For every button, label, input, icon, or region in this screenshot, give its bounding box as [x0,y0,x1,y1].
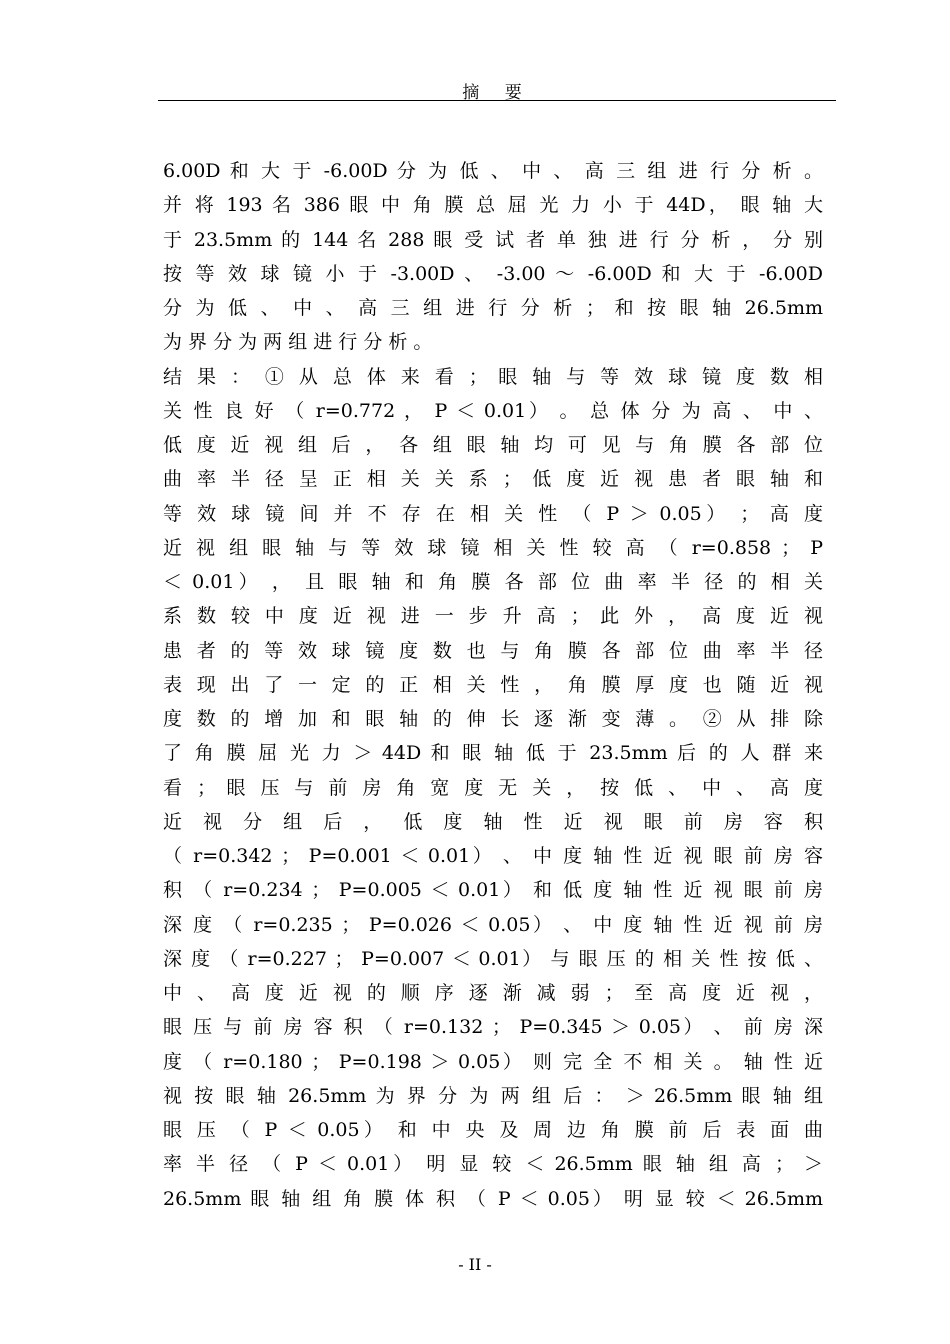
text-line: 看 ； 眼 压 与 前 房 角 宽 度 无 关 ， 按 低 、 中 、 高 度 [163,776,823,799]
text-line: 近 视 组 眼 轴 与 等 效 球 镜 相 关 性 较 高 （ r=0.858 ； P [163,536,823,559]
text-line: 度 （ r=0.180 ； P=0.198 ＞ 0.05） 则 完 全 不 相 关 。 轴 性 近 [163,1050,823,1073]
text-line: 为 界 分 为 两 组 进 行 分 析 。 [163,331,433,354]
text-line: 等 效 球 镜 间 并 不 存 在 相 关 性 （ P ＞ 0.05） ； 高 度 [163,502,823,525]
page-header-title: 摘 要 [462,83,532,103]
text-line: （ r=0.342 ； P=0.001 ＜ 0.01） 、 中 度 轴 性 近 视 眼 前 房 容 [163,845,823,867]
text-line: 分 为 低 、 中 、 高 三 组 进 行 分 析 ； 和 按 眼 轴 26.5mm [163,297,823,319]
text-line: 率 半 径 （ P ＜ 0.01） 明 显 较 ＜ 26.5mm 眼 轴 组 高 ； ＞ [163,1153,823,1176]
text-line: 关 性 良 好 （ r=0.772 ， P ＜ 0.01） 。 总 体 分 为 高 、 中 、 [163,399,823,422]
text-line: 积 （ r=0.234 ； P=0.005 ＜ 0.01） 和 低 度 轴 性 近 视 眼 前 房 [163,879,823,902]
text-line: 中 、 高 度 近 视 的 顺 序 逐 渐 减 弱 ； 至 高 度 近 视 ， [163,982,823,1004]
header-divider [158,100,836,101]
text-line: 于 23.5mm 的 144 名 288 眼 受 试 者 单 独 进 行 分 析 ， 分 别 [163,228,823,251]
text-line: 了 角 膜 屈 光 力 ＞ 44D 和 眼 轴 低 于 23.5mm 后 的 人 群 来 [163,742,823,765]
text-line: ＜ 0.01） ， 且 眼 轴 和 角 膜 各 部 位 曲 率 半 径 的 相 关 [163,571,823,593]
page-number: - II - [458,1255,492,1274]
text-line: 低 度 近 视 组 后 ， 各 组 眼 轴 均 可 见 与 角 膜 各 部 位 [163,434,823,456]
text-line: 系 数 较 中 度 近 视 进 一 步 升 高 ； 此 外 ， 高 度 近 视 [163,605,823,628]
text-line: 结 果 ： ① 从 总 体 来 看 ； 眼 轴 与 等 效 球 镜 度 数 相 [163,365,823,388]
text-line: 26.5mm 眼 轴 组 角 膜 体 积 （ P ＜ 0.05） 明 显 较 ＜ 26.5mm [163,1187,823,1210]
text-line: 患 者 的 等 效 球 镜 度 数 也 与 角 膜 各 部 位 曲 率 半 径 [163,639,823,662]
text-line: 按 等 效 球 镜 小 于 -3.00D 、 -3.00 ～ -6.00D 和 大 于 -6.00D [163,262,823,285]
text-line: 视 按 眼 轴 26.5mm 为 界 分 为 两 组 后 ： ＞ 26.5mm 眼 轴 组 [163,1084,823,1107]
text-line: 深 度 （ r=0.227 ； P=0.007 ＜ 0.01） 与 眼 压 的 相 关 性 按 低 、 [163,947,823,970]
text-line: 表 现 出 了 一 定 的 正 相 关 性 ， 角 膜 厚 度 也 随 近 视 [163,673,823,696]
text-line: 6.00D 和 大 于 -6.00D 分 为 低 、 中 、 高 三 组 进 行 分 析 。 [163,160,823,182]
text-line: 度 数 的 增 加 和 眼 轴 的 伸 长 逐 渐 变 薄 。 ② 从 排 除 [163,708,823,730]
text-line: 近 视 分 组 后 ， 低 度 轴 性 近 视 眼 前 房 容 积 [163,810,823,833]
text-line: 并 将 193 名 386 眼 中 角 膜 总 屈 光 力 小 于 44D， 眼 轴 大 [163,194,823,217]
text-line: 眼 压 （ P ＜ 0.05） 和 中 央 及 周 边 角 膜 前 后 表 面 曲 [163,1119,823,1141]
text-line: 深 度 （ r=0.235 ； P=0.026 ＜ 0.05） 、 中 度 轴 性 近 视 前 房 [163,913,823,936]
abstract-body [163,154,823,1216]
text-line: 曲 率 半 径 呈 正 相 关 关 系 ； 低 度 近 视 患 者 眼 轴 和 [163,468,823,491]
text-line: 眼 压 与 前 房 容 积 （ r=0.132 ； P=0.345 ＞ 0.05） 、 前 房 深 [163,1016,823,1039]
